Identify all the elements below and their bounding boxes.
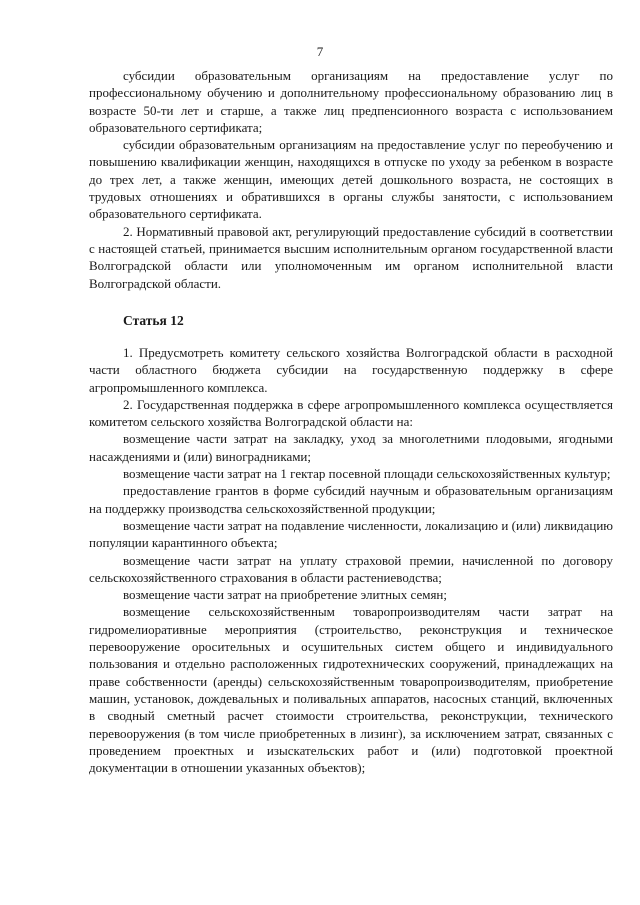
list-item: предоставление грантов в форме субсидий научным и образовательным организациям на поддержку производства сельскохозяйственной продукции; (89, 483, 613, 516)
article-12-body (89, 344, 613, 776)
paragraph: 1. Предусмотреть комитету сельского хозяйства Волгоградской области в расходной части областного бюджета субсидии на государственную поддержку в сфере агропромышленного комплекса. (89, 345, 613, 395)
paragraph: 2. Нормативный правовой акт, регулирующий предоставление субсидий в соответствии с настоящей статьей, принимается высшим исполнительным органом государственной власти Волгоградской области или уполномоченным им органом исполнительной власти Волгоградской области. (89, 223, 613, 291)
body-text-continued (89, 67, 613, 292)
list-item: возмещение части затрат на уплату страховой премии, начисленной по договору сельскохозяйственного страхования в области растениеводства; (89, 552, 613, 585)
list-item: возмещение сельскохозяйственным товаропроизводителям части затрат на гидромелиоративные мероприятия (строительство, реконструкция и техническое перевооружение оросительных и осушительных систем общего и индивидуального пользования и отдельно расположенных гидротехнических сооружений, принадлежащих на праве собственности (аренды) сельскохозяйственным товаропроизводителям, приобретение машин, установок, дождевальных и поливальных аппаратов, насосных станций, включенных в сводный сметный расчет стоимости строительства, реконструкции, технического перевооружения (в том числе приобретенных в лизинг), за исключением затрат, связанных с проведением проектных и изыскательских работ и (или) подготовкой проектной документации в отношении указанных объектов); (89, 604, 613, 776)
list-item: возмещение части затрат на 1 гектар посевной площади сельскохозяйственных культур; (123, 466, 611, 482)
list-item: возмещение части затрат на приобретение элитных семян; (123, 587, 447, 603)
page-number: 7 (316, 44, 324, 59)
list-item: возмещение части затрат на подавление численности, локализацию и (или) ликвидацию популяции карантинного объекта; (89, 517, 613, 551)
paragraph: субсидии образовательным организациям на предоставление услуг по переобучению и повышению квалификации женщин, находящихся в отпуске по уходу за ребенком в возрасте до трех лет, а также женщин, имеющих детей дошкольного возраста, не состоящих в трудовых отношениях и обратившихся в органы службы занятости, с использованием образовательного сертификата. (89, 137, 613, 222)
paragraph: субсидии образовательным организациям на предоставление услуг по профессиональному обучению и дополнительному профессиональному образованию лиц в возрасте 50-ти лет и старше, а также лиц предпенсионного возраста с использованием образовательного сертификата; (89, 68, 613, 135)
article-heading: Статья 12 (123, 313, 184, 328)
paragraph: 2. Государственная поддержка в сфере агропромышленного комплекса осуществляется комитетом сельского хозяйства Волгоградской области на: (89, 396, 613, 430)
list-item: возмещение части затрат на закладку, уход за многолетними плодовыми, ягодными насаждениями и (или) виноградниками; (89, 431, 613, 464)
